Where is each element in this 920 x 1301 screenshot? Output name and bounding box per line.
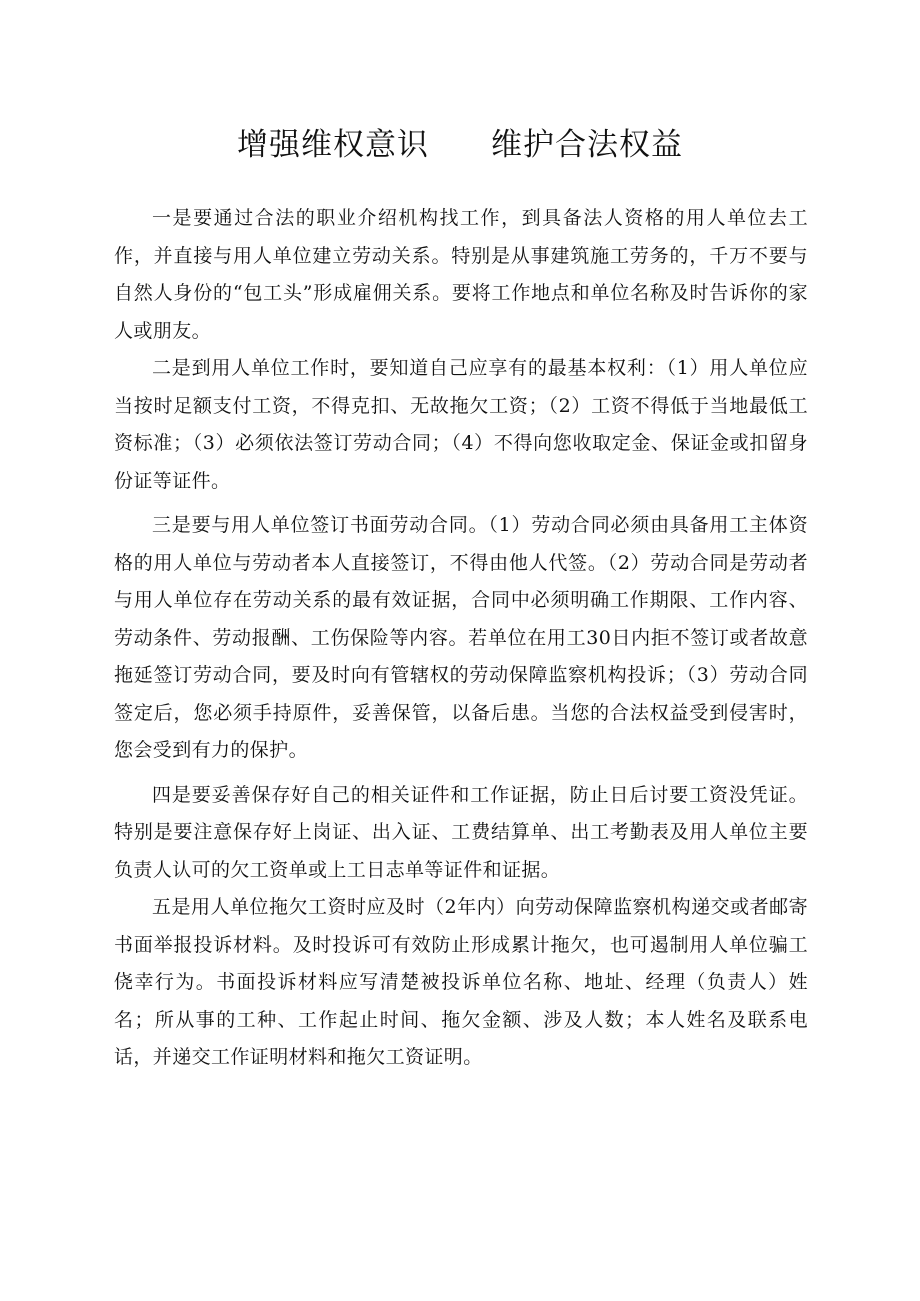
paragraph-5: 五是用人单位拖欠工资时应及时（2年内）向劳动保障监察机构递交或者邮寄书面举报投诉材料。及时投诉可有效防止形成累计拖欠，也可遏制用人单位骗工侥幸行为。书面投诉材料应写清楚被投诉单位名称、地址、经理（负责人）姓名；所从事的工种、工作起止时间、拖欠金额、涉及人数；本人姓名及联系电话，并递交工作证明材料和拖欠工资证明。: [114, 896, 808, 1068]
title-right: 维护合法权益: [491, 127, 683, 163]
document-body: [114, 200, 808, 1077]
paragraph-1: 一是要通过合法的职业介绍机构找工作，到具备法人资格的用人单位去工作，并直接与用人单位建立劳动关系。特别是从事建筑施工劳务的，千万不要与自然人身份的“包工头”形成雇佣关系。要将工作地点和单位名称及时告诉你的家人或朋友。: [114, 207, 808, 342]
paragraph-4: 四是要妥善保存好自己的相关证件和工作证据，防止日后讨要工资没凭证。特别是要注意保存好上岗证、出入证、工费结算单、出工考勤表及用人单位主要负责人认可的欠工资单或上工日志单等证件和证据。: [114, 783, 808, 881]
title-left: 增强维权意识: [237, 127, 429, 163]
paragraph-3: 三是要与用人单位签订书面劳动合同。（1）劳动合同必须由具备用工主体资格的用人单位与劳动者本人直接签订，不得由他人代签。（2）劳动合同是劳动者与用人单位存在劳动关系的最有效证据，合同中必须明确工作期限、工作内容、劳动条件、劳动报酬、工伤保险等内容。若单位在用工30日内拒不签订或者故意拖延签订劳动合同，要及时向有管辖权的劳动保障监察机构投诉；（3）劳动合同签定后，您必须手持原件，妥善保管，以备后患。当您的合法权益受到侵害时，您会受到有力的保护。: [114, 514, 808, 761]
page-title: [0, 120, 920, 170]
paragraph-2: 二是到用人单位工作时，要知道自己应享有的最基本权利：（1）用人单位应当按时足额支付工资，不得克扣、无故拖欠工资；（2）工资不得低于当地最低工资标准；（3）必须依法签订劳动合同；（4）不得向您收取定金、保证金或扣留身份证等证件。: [114, 357, 808, 492]
